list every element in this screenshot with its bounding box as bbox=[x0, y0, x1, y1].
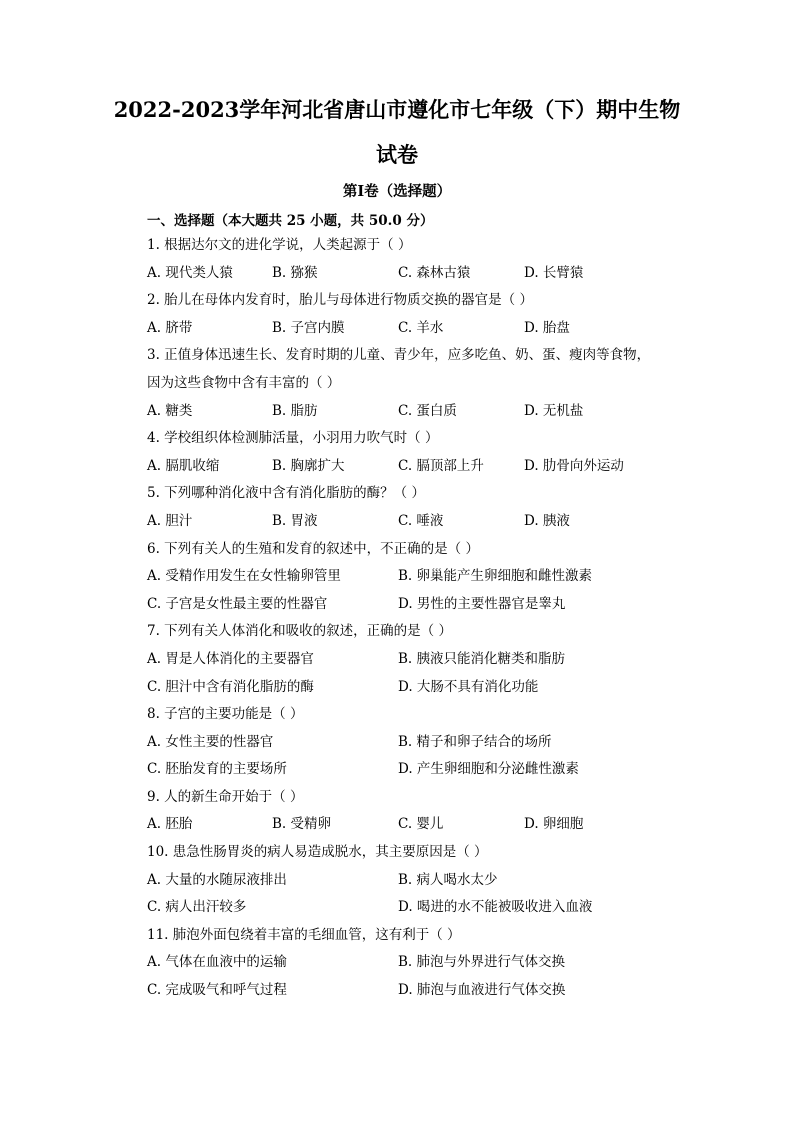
question-stem: 8. 子宫的主要功能是（ ） bbox=[147, 706, 304, 723]
answer-option[interactable]: B. 精子和卵子结合的场所 bbox=[398, 733, 552, 750]
answer-option[interactable]: A. 大量的水随尿液排出 bbox=[147, 871, 287, 888]
answer-option[interactable]: A. 受精作用发生在女性输卵管里 bbox=[147, 568, 341, 585]
question-stem: 2. 胎儿在母体内发育时，胎儿与母体进行物质交换的器官是（ ） bbox=[147, 292, 533, 309]
question-stem: 1. 根据达尔文的进化学说，人类起源于（ ） bbox=[147, 237, 412, 253]
answer-option[interactable]: B. 卵巢能产生卵细胞和雌性激素 bbox=[398, 568, 593, 585]
answer-option[interactable]: A. 胃是人体消化的主要器官 bbox=[147, 650, 314, 667]
answer-option[interactable]: D. 产生卵细胞和分泌雌性激素 bbox=[398, 761, 579, 778]
question-stem: 因为这些食物中含有丰富的（ ） bbox=[147, 374, 341, 391]
answer-option[interactable]: C. 胚胎发育的主要场所 bbox=[147, 761, 287, 778]
question-stem: 9. 人的新生命开始于（ ） bbox=[147, 788, 304, 805]
option-row bbox=[147, 315, 687, 343]
part-title: 第Ⅰ卷（选择题） bbox=[342, 183, 452, 200]
question-stem: 5. 下列哪种消化液中含有消化脂肪的酶？（ ） bbox=[147, 485, 425, 502]
exam-title-line1: 2022-2023学年河北省唐山市遵化市七年级（下）期中生物 bbox=[113, 97, 681, 122]
answer-option[interactable]: D. 胎盘 bbox=[524, 319, 570, 336]
question-stem: 6. 下列有关人的生殖和发育的叙述中，不正确的是（ ） bbox=[147, 540, 479, 557]
option-row bbox=[147, 398, 687, 426]
option-row bbox=[147, 674, 687, 702]
answer-option[interactable]: D. 肺泡与血液进行气体交换 bbox=[398, 982, 566, 999]
answer-option[interactable]: B. 猕猴 bbox=[272, 264, 318, 281]
answer-option[interactable]: B. 受精卵 bbox=[272, 816, 332, 833]
option-row bbox=[147, 949, 687, 977]
answer-option[interactable]: B. 脂肪 bbox=[272, 402, 318, 419]
answer-option[interactable]: C. 婴儿 bbox=[398, 816, 444, 833]
answer-option[interactable]: C. 羊水 bbox=[398, 319, 444, 336]
answer-option[interactable]: B. 子宫内膜 bbox=[272, 319, 345, 336]
answer-option[interactable]: B. 胃液 bbox=[272, 512, 318, 529]
answer-option[interactable]: A. 膈肌收缩 bbox=[147, 457, 220, 474]
answer-option[interactable]: D. 大肠不具有消化功能 bbox=[398, 678, 539, 695]
section-title: 一、选择题（本大题共 25 小题，共 50.0 分） bbox=[147, 213, 434, 229]
option-row bbox=[147, 867, 687, 895]
answer-option[interactable]: C. 森林古猿 bbox=[398, 264, 471, 281]
option-row bbox=[147, 646, 687, 674]
answer-option[interactable]: D. 肋骨向外运动 bbox=[524, 457, 624, 474]
question-stem: 10. 患急性肠胃炎的病人易造成脱水，其主要原因是（ ） bbox=[147, 844, 488, 861]
option-row bbox=[147, 591, 687, 619]
question-stem: 7. 下列有关人体消化和吸收的叙述，正确的是（ ） bbox=[147, 623, 452, 640]
option-row bbox=[147, 563, 687, 591]
answer-option[interactable]: B. 病人喝水太少 bbox=[398, 871, 498, 888]
answer-option[interactable]: C. 子宫是女性最主要的性器官 bbox=[147, 595, 328, 612]
answer-option[interactable]: D. 男性的主要性器官是睾丸 bbox=[398, 595, 566, 612]
option-row bbox=[147, 894, 687, 922]
answer-option[interactable]: B. 胸廓扩大 bbox=[272, 457, 345, 474]
answer-option[interactable]: C. 胆汁中含有消化脂肪的酶 bbox=[147, 678, 314, 695]
answer-option[interactable]: A. 脐带 bbox=[147, 319, 193, 336]
answer-option[interactable]: D. 喝进的水不能被吸收进入血液 bbox=[398, 899, 593, 916]
option-row bbox=[147, 756, 687, 784]
answer-option[interactable]: A. 胆汁 bbox=[147, 512, 193, 529]
option-row bbox=[147, 260, 687, 288]
answer-option[interactable]: A. 胚胎 bbox=[147, 816, 193, 833]
answer-option[interactable]: A. 糖类 bbox=[147, 402, 193, 419]
answer-option[interactable]: D. 胰液 bbox=[524, 512, 570, 529]
answer-option[interactable]: A. 气体在血液中的运输 bbox=[147, 954, 287, 971]
answer-option[interactable]: B. 胰液只能消化糖类和脂肪 bbox=[398, 650, 566, 667]
answer-option[interactable]: A. 女性主要的性器官 bbox=[147, 733, 274, 750]
answer-option[interactable]: C. 完成吸气和呼气过程 bbox=[147, 982, 287, 999]
question-stem: 3. 正值身体迅速生长、发育时期的儿童、青少年，应多吃鱼、奶、蛋、瘦肉等食物， bbox=[147, 347, 651, 364]
answer-option[interactable]: D. 长臂猿 bbox=[524, 264, 584, 281]
question-stem: 4. 学校组织体检测肺活量，小羽用力吹气时（ ） bbox=[147, 430, 439, 447]
option-row bbox=[147, 729, 687, 757]
question-stem: 11. 肺泡外面包绕着丰富的毛细血管，这有利于（ ） bbox=[147, 926, 461, 943]
option-row bbox=[147, 811, 687, 839]
answer-option[interactable]: A. 现代类人猿 bbox=[147, 264, 233, 281]
answer-option[interactable]: C. 蛋白质 bbox=[398, 402, 457, 419]
answer-option[interactable]: C. 病人出汗较多 bbox=[147, 899, 247, 916]
question-list bbox=[147, 232, 687, 1005]
option-row bbox=[147, 977, 687, 1005]
answer-option[interactable]: C. 膈顶部上升 bbox=[398, 457, 484, 474]
exam-title-line2: 试卷 bbox=[376, 142, 418, 167]
option-row bbox=[147, 508, 687, 536]
answer-option[interactable]: D. 卵细胞 bbox=[524, 816, 584, 833]
answer-option[interactable]: B. 肺泡与外界进行气体交换 bbox=[398, 954, 566, 971]
answer-option[interactable]: C. 唾液 bbox=[398, 512, 444, 529]
option-row bbox=[147, 453, 687, 481]
answer-option[interactable]: D. 无机盐 bbox=[524, 402, 584, 419]
